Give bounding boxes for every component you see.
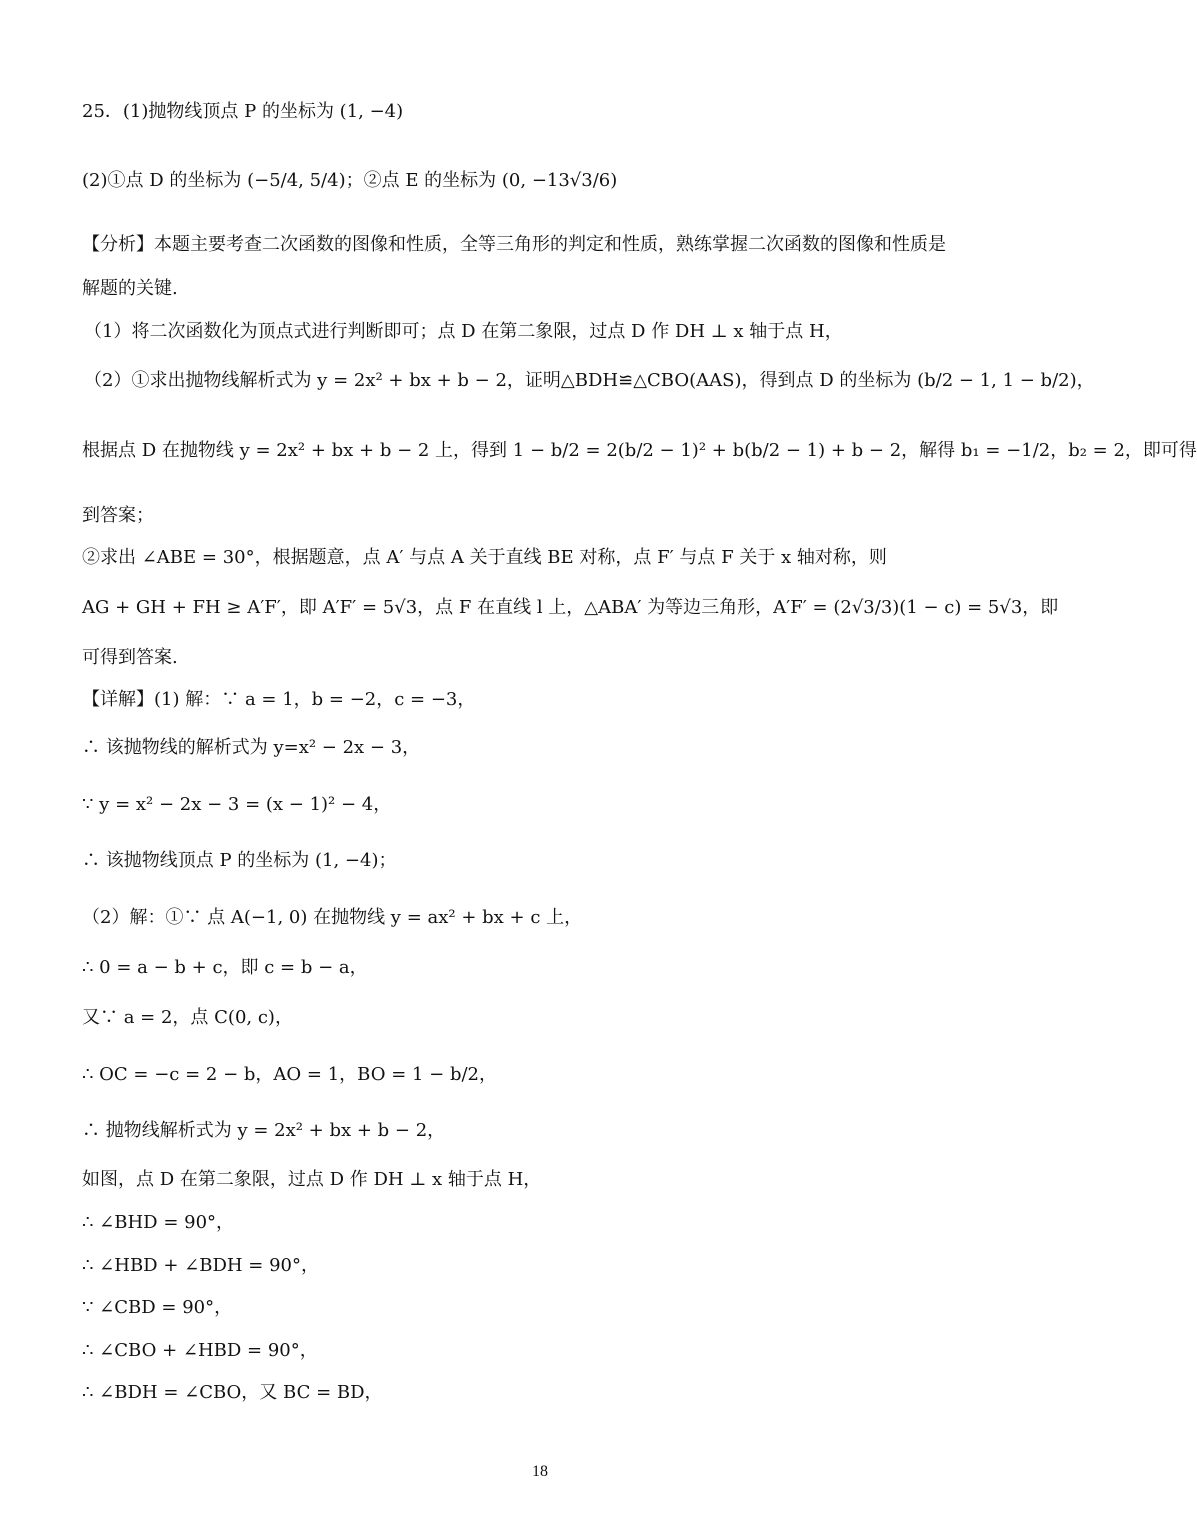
- detail-line-11: ∴ ∠BHD = 90°，: [82, 1212, 235, 1233]
- answer-line-2: (2)①点 D 的坐标为 (−5/4, 5/4)；②点 E 的坐标为 (0, −13√3/6): [82, 170, 618, 191]
- analysis-part2: （2）①求出抛物线解析式为 y = 2x² + bx + b − 2，证明△BDH≌△CBO(AAS)，得到点 D 的坐标为 (b/2 − 1, 1 − b/2)，: [84, 370, 1095, 391]
- analysis-line-2: 解题的关键.: [82, 278, 178, 299]
- detail-line-14: ∴ ∠CBO + ∠HBD = 90°，: [82, 1340, 318, 1361]
- analysis-part2b-cont: AG + GH + FH ≥ A′F′，即 A′F′ = 5√3，点 F 在直线 l 上，△ABA′ 为等边三角形，A′F′ = (2√3/3)(1 − c) = 5√3，即: [82, 597, 1059, 618]
- detail-line-3: ∵ y = x² − 2x − 3 = (x − 1)² − 4，: [82, 794, 392, 815]
- analysis-part2-end: 到答案；: [82, 505, 154, 526]
- detail-line-15: ∴ ∠BDH = ∠CBO，又 BC = BD，: [82, 1382, 383, 1403]
- detail-line-7: 又∵ a = 2，点 C(0, c)，: [82, 1007, 293, 1028]
- detail-line-6: ∴ 0 = a − b + c，即 c = b − a，: [82, 957, 368, 978]
- analysis-part2b-end: 可得到答案.: [82, 647, 178, 668]
- detail-line-4: ∴ 该抛物线顶点 P 的坐标为 (1, −4)；: [82, 850, 397, 871]
- analysis-part2b: ②求出 ∠ABE = 30°，根据题意，点 A′ 与点 A 关于直线 BE 对称，点 F′ 与点 F 关于 x 轴对称，则: [82, 547, 887, 568]
- detail-line-13: ∵ ∠CBD = 90°，: [82, 1297, 233, 1318]
- page-number: 18: [532, 1463, 548, 1480]
- analysis-line-1: 【分析】本题主要考查二次函数的图像和性质，全等三角形的判定和性质，熟练掌握二次函数的图像和性质是: [82, 234, 946, 255]
- detail-line-5: （2）解：①∵ 点 A(−1, 0) 在抛物线 y = ax² + bx + c 上，: [82, 907, 583, 928]
- detail-line-12: ∴ ∠HBD + ∠BDH = 90°，: [82, 1255, 320, 1276]
- detail-line-8: ∴ OC = −c = 2 − b，AO = 1，BO = 1 − b/2，: [82, 1064, 498, 1085]
- answer-line-1: 25．(1)抛物线顶点 P 的坐标为 (1, −4): [82, 101, 404, 122]
- analysis-part1: （1）将二次函数化为顶点式进行判断即可；点 D 在第二象限，过点 D 作 DH ⊥ x 轴于点 H，: [84, 321, 843, 342]
- detail-line-10: 如图，点 D 在第二象限，过点 D 作 DH ⊥ x 轴于点 H，: [82, 1169, 542, 1190]
- detail-line-2: ∴ 该抛物线的解析式为 y=x² − 2x − 3，: [82, 737, 421, 758]
- detail-line-1: 【详解】(1) 解：∵ a = 1，b = −2，c = −3，: [82, 689, 476, 710]
- detail-line-9: ∴ 抛物线解析式为 y = 2x² + bx + b − 2，: [82, 1120, 446, 1141]
- analysis-part2-cont: 根据点 D 在抛物线 y = 2x² + bx + b − 2 上，得到 1 − b/2 = 2(b/2 − 1)² + b(b/2 − 1) + b − 2，解得 b₁ = −1/2，b₂ = 2，即可得: [82, 440, 1197, 461]
